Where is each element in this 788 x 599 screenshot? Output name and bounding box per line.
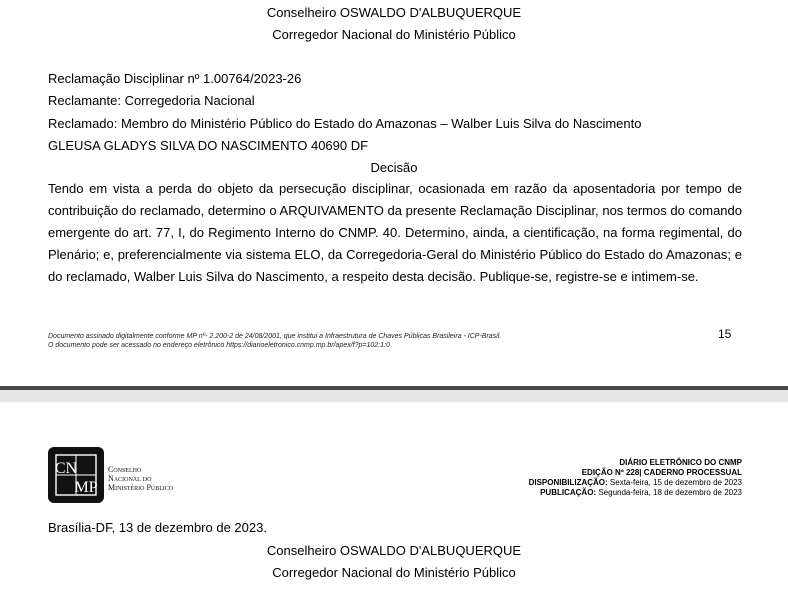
complainant: Reclamante: Corregedoria Nacional xyxy=(48,93,255,108)
footer-signature-note: Documento assinado digitalmente conforme MP nº- 2.200-2 de 24/08/2001, que institui a Infraestrutura de Chaves Públicas Brasileira - ICP-Brasil. xyxy=(48,333,502,340)
decision-heading: Decisão xyxy=(370,160,418,175)
party-name: GLEUSA GLADYS SILVA DO NASCIMENTO 40690 DF xyxy=(48,138,369,153)
availability-line xyxy=(529,478,742,488)
journal-title: DIÁRIO ELETRÔNICO DO CNMP xyxy=(619,458,742,467)
logo-text xyxy=(108,465,173,492)
document-page-2 xyxy=(0,402,788,599)
logo-line-3: Ministério Público xyxy=(108,483,174,492)
page-separator-shadow xyxy=(0,386,788,390)
logo-line-1: Conselho xyxy=(108,465,142,474)
cnmp-logo-mark xyxy=(48,447,104,503)
case-number: Reclamação Disciplinar nº 1.00764/2023-26 xyxy=(48,71,302,86)
page-number: 15 xyxy=(718,327,732,341)
decision-paragraph: Tendo em vista a perda do objeto da persecução disciplinar, ocasionada em razão da aposentadoria por tempo de contribuição do reclamado, determino o ARQUIVAMENTO da presente Reclamação Disciplinar, nos termos do comando emergente do art. 77, I, do Regimento Interno do CNMP. 40. Determino, ainda, a cientificação, na forma regimental, do Plenário; e, preferencialmente via sistema ELO, da Corregedoria-Geral do Ministério Público do Estado do Amazonas; e do reclamado, Walber Luis Silva do Nascimento, a respeito desta decisão. Publique-se, registre-se e intimem-se. xyxy=(48,181,742,284)
respondent: Reclamado: Membro do Ministério Público do Estado do Amazonas – Walber Luis Silva do Nascimento xyxy=(48,116,642,131)
publication-label: PUBLICAÇÃO: xyxy=(540,488,597,497)
journal-header xyxy=(529,458,742,498)
footer-url-note: O documento pode ser acessado no endereço eletrônico https://diarioeletronico.cnmp.mp.br/apex/f?p=102:1:0 xyxy=(48,342,390,349)
cnmp-logo xyxy=(48,447,188,503)
signature-title: Corregedor Nacional do Ministério Público xyxy=(272,27,516,42)
signature-name: Conselheiro OSWALDO D'ALBUQUERQUE xyxy=(266,543,522,558)
place-date-line: Brasília-DF, 13 de dezembro de 2023. xyxy=(48,520,267,535)
logo-line-2: Nacional do xyxy=(108,474,152,483)
journal-edition: EDIÇÃO Nº 228| CADERNO PROCESSUAL xyxy=(581,468,742,477)
logo-letters-top: CN xyxy=(54,460,78,477)
cnmp-logo-icon xyxy=(48,447,104,503)
page-separator xyxy=(0,386,788,402)
publication-line xyxy=(529,488,742,498)
signature-title: Corregedor Nacional do Ministério Público xyxy=(272,565,516,580)
availability-label: DISPONIBILIZAÇÃO: xyxy=(528,478,608,487)
availability-date: Sexta-feira, 15 de dezembro de 2023 xyxy=(609,478,742,487)
publication-date: Segunda-feira, 18 de dezembro de 2023 xyxy=(598,488,742,497)
logo-letters-bottom: MP xyxy=(74,479,98,496)
signature-name: Conselheiro OSWALDO D'ALBUQUERQUE xyxy=(266,5,522,20)
